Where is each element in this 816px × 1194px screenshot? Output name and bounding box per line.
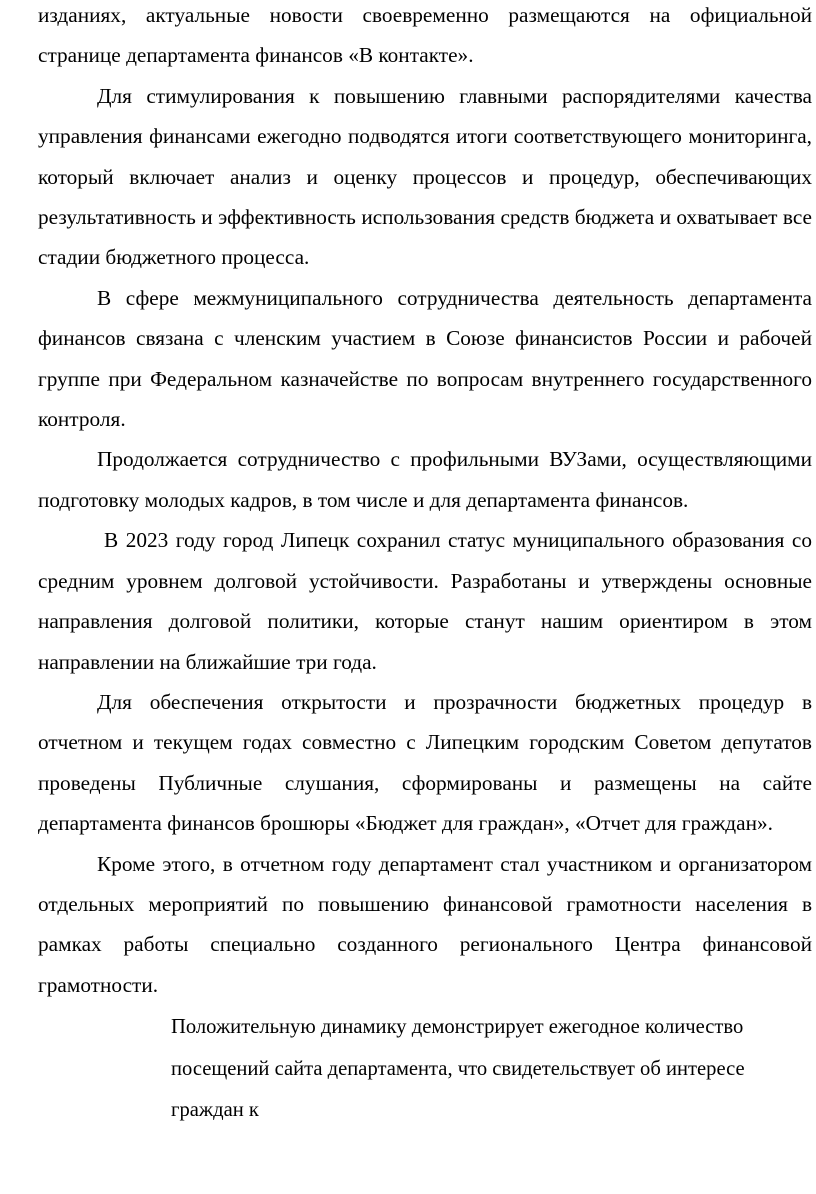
paragraph-site-visits: Положительную динамику демонстрирует ежегодное количество посещений сайта департамента, что свидетельствует об интересе граждан к [171,1016,745,1122]
document-page [38,0,812,1132]
paragraph-universities: Продолжается сотрудничество с профильными ВУЗами, осуществляющими подготовку молодых кадров, в том числе и для департамента финансов. [38,447,812,512]
paragraph-debt-policy: В 2023 году город Липецк сохранил статус муниципального образования со средним уровнем долговой устойчивости. Разработаны и утверждены основные направления долговой политики, которые станут нашим ориентиром в этом направлении на ближайшие три года. [38,528,812,674]
paragraph-monitoring: Для стимулирования к повышению главными распорядителями качества управления финансами ежегодно подводятся итоги соответствующего мониторинга, который включает анализ и оценку процессов и процедур, обеспечивающих результативность и эффективность использования средств бюджета и охватывает все стадии бюджетного процесса. [38,83,812,270]
paragraph-transparency: Для обеспечения открытости и прозрачности бюджетных процедур в отчетном и текущем годах совместно с Липецким городским Советом депутатов проведены Публичные слушания, сформированы и размещены на сайте департамента финансов брошюры «Бюджет для граждан», «Отчет для граждан». [38,689,812,836]
paragraph-intermunicipal-cooperation: В сфере межмуниципального сотрудничества деятельность департамента финансов связана с членским участием в Союзе финансистов России и рабочей группе при Федеральном казначействе по вопросам внутреннего государственного контроля. [38,285,812,432]
paragraph-financial-literacy: Кроме этого, в отчетном году департамент стал участником и организатором отдельных мероприятий по повышению финансовой грамотности населения в рамках работы специально созданного регионального Центра финансовой грамотности. [38,851,812,997]
paragraph-publications: изданиях, актуальные новости своевременно размещаются на официальной странице департамента финансов «В контакте». [38,3,812,68]
